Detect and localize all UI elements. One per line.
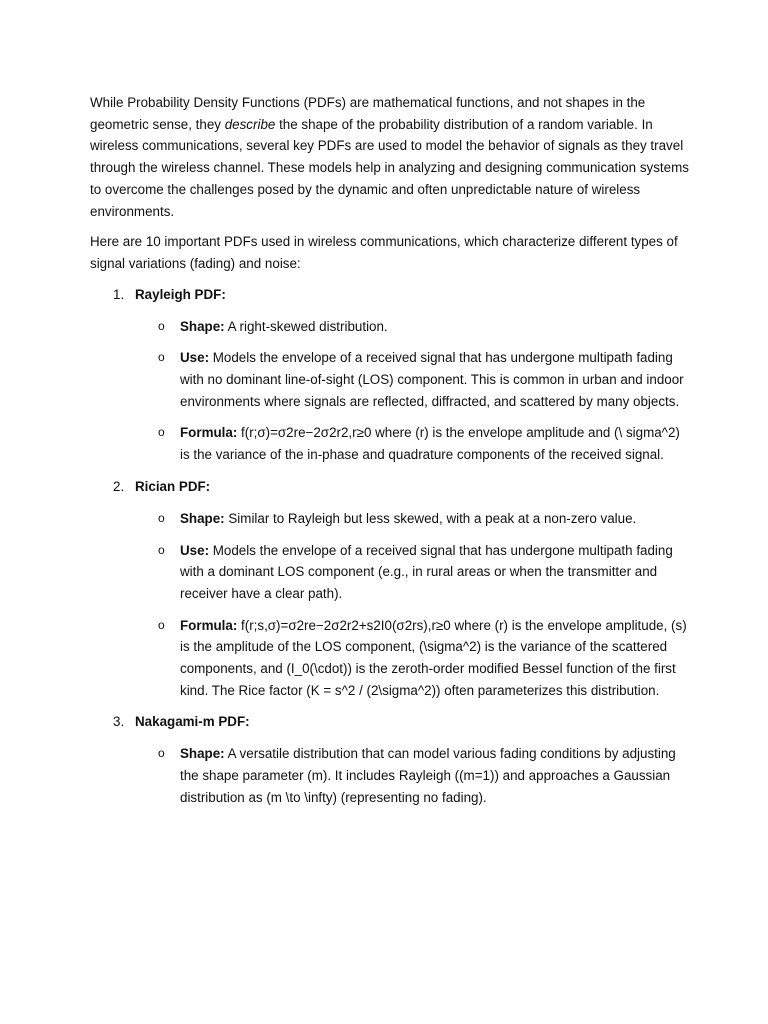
bullet-text: Similar to Rayleigh but less skewed, with a peak at a non-zero value. bbox=[224, 510, 637, 526]
bullet-text: Models the envelope of a received signal that has undergone multipath fading with a dominant LOS component (e.g., in rural areas or when the transmitter and receiver have a clear path). bbox=[180, 542, 673, 601]
document-page bbox=[90, 92, 690, 819]
bullet-circle-icon: o bbox=[158, 542, 165, 557]
bullet-circle-icon: o bbox=[158, 617, 165, 632]
intro-paragraph-2: Here are 10 important PDFs used in wireless communications, which characterize different types of signal variations (fading) and noise: bbox=[90, 234, 678, 271]
bullet-circle-icon: o bbox=[158, 318, 165, 333]
bullet-label: Shape: bbox=[180, 510, 225, 526]
bullet-text: f(r;s,σ)=σ2re−2σ2r2+s2I0(σ2rs),r≥0 where (r) is the envelope amplitude, (s) is the amplitude of the LOS component, (\sigma^2) is the variance of the scattered components, and (I_0(\cdot)) is the zeroth-order modified Bessel function of the first kind. The Rice factor (K = s^2 / (2\sigma^2)) often parameterizes this distribution. bbox=[180, 617, 687, 698]
sub-bullet-shape bbox=[90, 316, 690, 338]
sub-bullet-formula bbox=[90, 615, 690, 702]
bullet-label: Formula: bbox=[180, 617, 238, 633]
intro-text-end: the shape of the probability distribution of a random variable. In wireless communications, several key PDFs are used to model the behavior of signals as they travel through the wireless channel. These models help in analyzing and designing communication systems to overcome the challenges posed by the dynamic and often unpredictable nature of wireless environments. bbox=[90, 116, 689, 219]
list-item-heading bbox=[90, 711, 690, 733]
list-item-title: Rician PDF: bbox=[135, 478, 211, 494]
bullet-circle-icon: o bbox=[158, 510, 165, 525]
list-item-rayleigh bbox=[90, 284, 690, 466]
bullet-circle-icon: o bbox=[158, 350, 165, 365]
list-item-number: 2. bbox=[113, 478, 125, 494]
bullet-label: Use: bbox=[180, 542, 210, 558]
intro-emphasis-describe: describe bbox=[224, 116, 276, 132]
bullet-text: Models the envelope of a received signal that has undergone multipath fading with no dominant line-of-sight (LOS) component. This is common in urban and indoor environments where signals are reflected, diffracted, and scattered by many objects. bbox=[180, 350, 684, 409]
sub-bullet-list bbox=[90, 743, 690, 808]
sub-bullet-list bbox=[90, 508, 690, 702]
list-item-number: 1. bbox=[113, 286, 125, 302]
sub-bullet-list bbox=[90, 316, 690, 466]
bullet-text: f(r;σ)=σ2re−2σ2r2,r≥0 where (r) is the envelope amplitude and (\ sigma^2) is the variance of the in-phase and quadrature components of the received signal. bbox=[180, 425, 680, 463]
bullet-label: Shape: bbox=[180, 318, 225, 334]
sub-bullet-use bbox=[90, 540, 690, 605]
list-item-heading bbox=[90, 284, 690, 306]
list-item-number: 3. bbox=[113, 714, 125, 730]
list-item-title: Rayleigh PDF: bbox=[135, 286, 226, 302]
sub-bullet-shape bbox=[90, 508, 690, 530]
bullet-label: Use: bbox=[180, 350, 210, 366]
sub-bullet-formula bbox=[90, 422, 690, 465]
list-item-rician bbox=[90, 476, 690, 702]
list-item-heading bbox=[90, 476, 690, 498]
bullet-circle-icon: o bbox=[158, 746, 165, 761]
list-item-title: Nakagami-m PDF: bbox=[135, 714, 250, 730]
sub-bullet-use bbox=[90, 347, 690, 412]
bullet-label: Shape: bbox=[180, 746, 225, 762]
bullet-label: Formula: bbox=[180, 425, 238, 441]
bullet-text: A versatile distribution that can model various fading conditions by adjusting the shape parameter (m). It includes Rayleigh ((m=1)) and approaches a Gaussian distribution as (m \to \infty) (representing no fading). bbox=[180, 746, 676, 805]
bullet-text: A right-skewed distribution. bbox=[224, 318, 388, 334]
list-item-nakagami bbox=[90, 711, 690, 808]
intro-paragraph-1 bbox=[90, 92, 690, 222]
intro-text-start: While Probability Density Functions (PDFs) are mathematical functions, and not shapes in the geometric sense, they bbox=[90, 95, 646, 132]
sub-bullet-shape bbox=[90, 743, 690, 808]
bullet-circle-icon: o bbox=[158, 425, 165, 440]
